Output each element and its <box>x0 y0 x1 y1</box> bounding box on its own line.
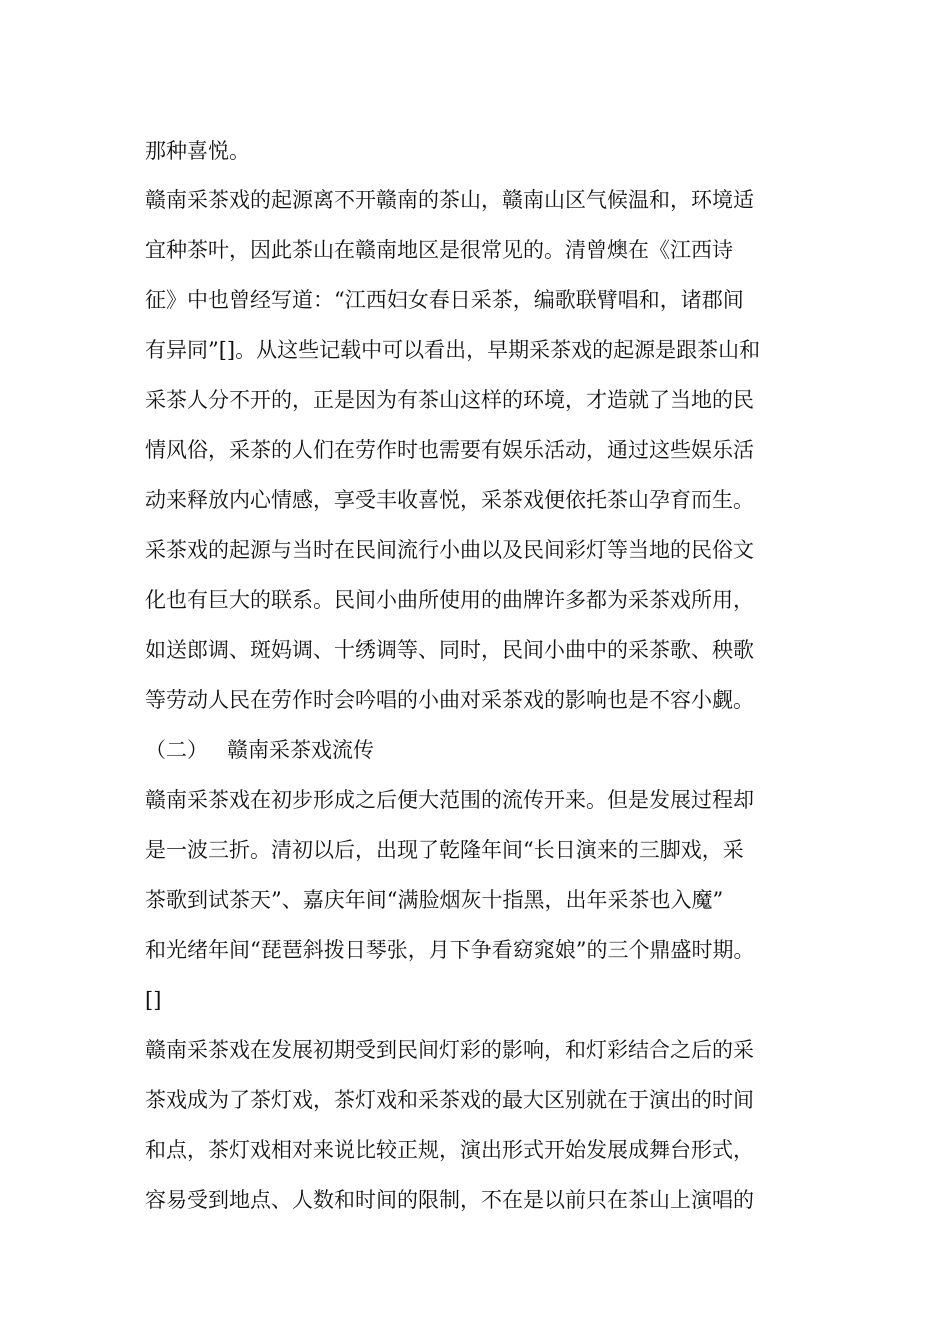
section-title: 赣南采茶戏流传 <box>227 738 374 762</box>
text-line: 赣南采茶戏在发展初期受到民间灯彩的影响，和灯彩结合之后的采 <box>145 1038 754 1062</box>
text-line: 情风俗，采茶的人们在劳作时也需要有娱乐活动，通过这些娱乐活 <box>145 438 754 462</box>
text-line: 化也有巨大的联系。民间小曲所使用的曲牌许多都为采茶戏所用， <box>145 588 754 612</box>
text-line: 赣南采茶戏在初步形成之后便大范围的流传开来。但是发展过程却 <box>145 788 754 812</box>
citation-marker: [] <box>145 988 162 1012</box>
section-number: （二） <box>145 738 208 762</box>
text-line: 和点，茶灯戏相对来说比较正规，演出形式开始发展成舞台形式， <box>145 1138 754 1162</box>
text-line: 茶戏成为了茶灯戏，茶灯戏和采茶戏的最大区别就在于演出的时间 <box>145 1088 754 1112</box>
text-line: 采茶戏的起源与当时在民间流行小曲以及民间彩灯等当地的民俗文 <box>145 538 754 562</box>
text-line: 是一波三折。清初以后，出现了乾隆年间“长日演来的三脚戏，采 <box>145 838 744 862</box>
text-line: 那种喜悦。 <box>145 139 250 163</box>
text-line: 征》中也曾经写道：“江西妇女春日采茶，编歌联臂唱和，诸郡间 <box>145 288 744 312</box>
text-line: 容易受到地点、人数和时间的限制，不在是以前只在茶山上演唱的 <box>145 1188 754 1212</box>
text-line: 和光绪年间“琵琶斜拨日琴张，月下争看窈窕娘”的三个鼎盛时期。 <box>145 938 755 962</box>
text-line: 赣南采茶戏的起源离不开赣南的茶山，赣南山区气候温和，环境适 <box>145 188 754 212</box>
text-line: 如送郎调、斑妈调、十绣调等、同时，民间小曲中的采茶歌、秧歌 <box>145 638 754 662</box>
section-heading <box>145 737 374 763</box>
text-line: 采茶人分不开的，正是因为有茶山这样的环境，才造就了当地的民 <box>145 388 754 412</box>
text-line: 等劳动人民在劳作时会吟唱的小曲对采茶戏的影响也是不容小觑。 <box>145 688 754 712</box>
text-line: 动来释放内心情感，享受丰收喜悦，采茶戏便依托茶山孕育而生。 <box>145 488 754 512</box>
text-line: 宜种茶叶，因此茶山在赣南地区是很常见的。清曾燠在《江西诗 <box>145 238 733 262</box>
text-line: 有异同”[]。从这些记载中可以看出，早期采茶戏的起源是跟茶山和 <box>145 338 761 362</box>
text-line: 茶歌到试茶天”、嘉庆年间“满脸烟灰十指黑，出年采茶也入魔” <box>145 888 724 912</box>
